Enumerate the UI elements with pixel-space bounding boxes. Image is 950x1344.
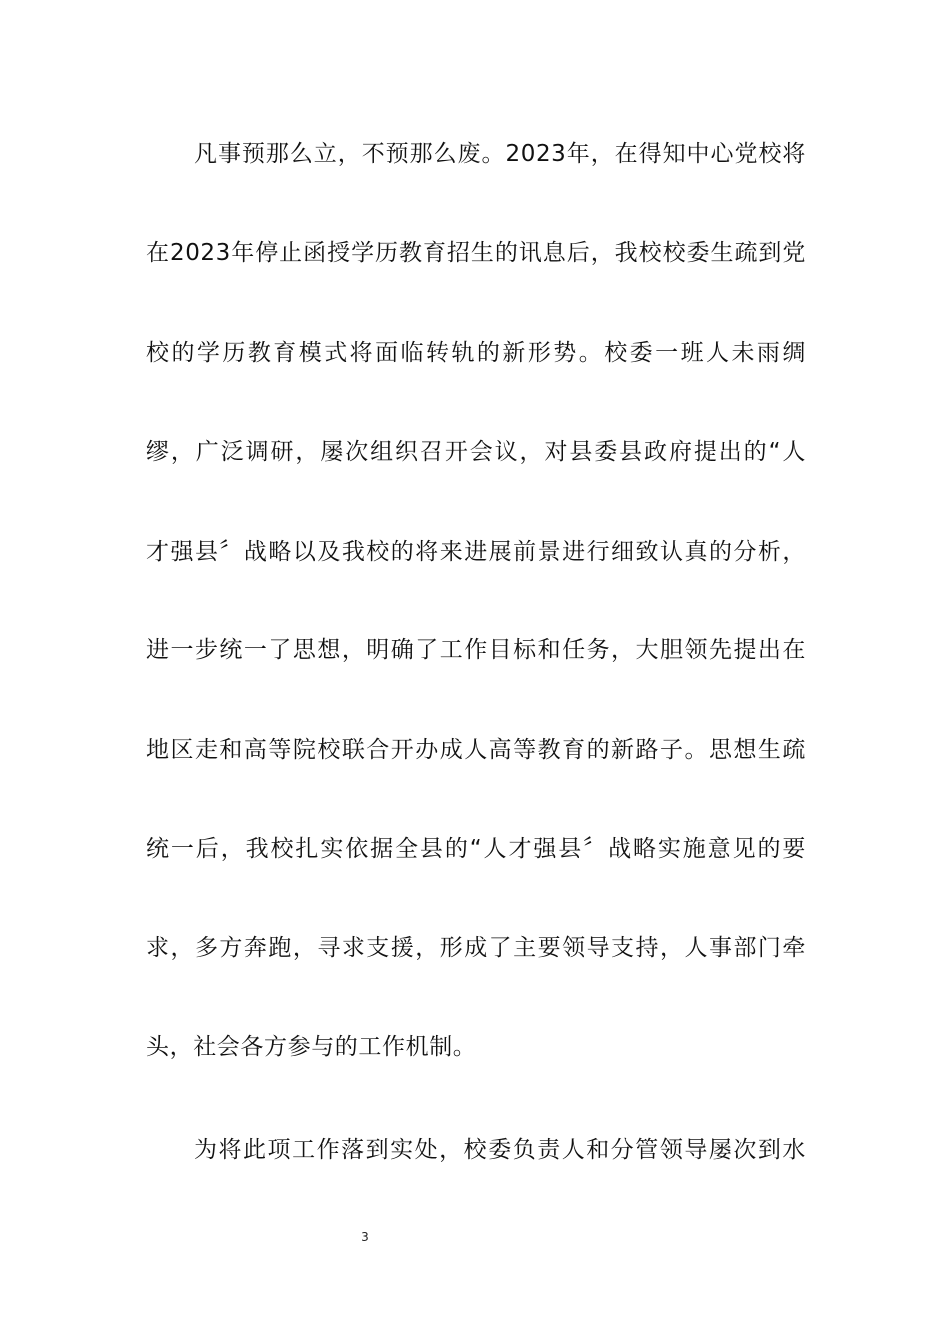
paragraph-1-line-9: 求，多方奔跑，寻求支援，形成了主要领导支持，人事部门牵 [146, 935, 806, 961]
paragraph-1-line-6: 进一步统一了思想，明确了工作目标和任务，大胆领先提出在 [146, 637, 806, 663]
paragraph-1-line-4: 缪，广泛调研，屡次组织召开会议，对县委县政府提出的“人 [146, 439, 806, 465]
paragraph-1-line-10: 头，社会各方参与的工作机制。 [146, 1034, 477, 1060]
paragraph-1-line-8: 统一后，我校扎实依据全县的“人才强县〞战略实施意见的要 [146, 836, 806, 862]
paragraph-1-line-3: 校的学历教育模式将面临转轨的新形势。校委一班人未雨绸 [146, 340, 806, 366]
paragraph-1-line-5: 才强县〞战略以及我校的将来进展前景进行细致认真的分析， [146, 539, 806, 565]
paragraph-1-line-1: 凡事预那么立，不预那么废。2023年，在得知中心党校将 [194, 141, 806, 167]
page-number: 3 [361, 1230, 369, 1244]
paragraph-1-line-7: 地区走和高等院校联合开办成人高等教育的新路子。思想生疏 [146, 737, 806, 763]
paragraph-2-line-1: 为将此项工作落到实处，校委负责人和分管领导屡次到水 [194, 1137, 806, 1163]
paragraph-1-line-2: 在2023年停止函授学历教育招生的讯息后，我校校委生疏到党 [146, 240, 806, 266]
